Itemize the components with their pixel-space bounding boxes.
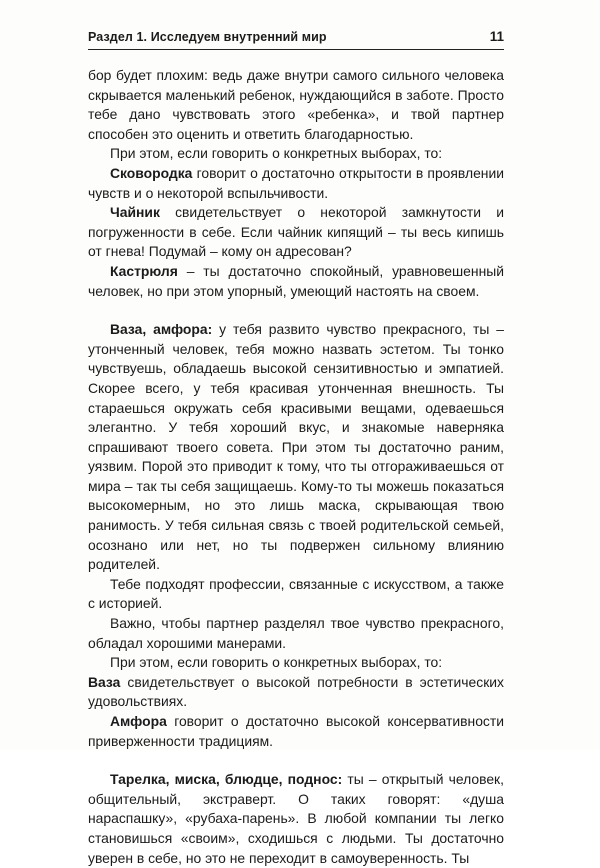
term-amfora: Амфора bbox=[110, 713, 167, 729]
paragraph-text: При этом, если говорить о конкретных выборах, то: bbox=[110, 654, 443, 671]
paragraph-text: Важно, чтобы партнер разделял твое чувство прекрасного, обладал хорошими манерами. bbox=[88, 615, 504, 651]
term-chainik: Чайник bbox=[110, 204, 160, 221]
page-header bbox=[88, 20, 504, 50]
paragraph bbox=[88, 653, 504, 673]
paragraph-vaza bbox=[88, 673, 504, 712]
paragraph-text: свидетельствует о высокой потребности в эстетических удовольствиях. bbox=[88, 673, 504, 710]
paragraph bbox=[88, 614, 504, 653]
paragraph-text: ты – открытый человек, общительный, экстраверт. О таких говорят: «душа нараспашку», «рубаха-парень». В любой компании ты легко становишься «своим», сходишься с людьми. Ты достаточно уверен в себе, но это не переходит в самоуверенность. Ты bbox=[88, 771, 504, 866]
section-vaza-amfora bbox=[88, 320, 504, 575]
paragraph-text: Тебе подходят профессии, связанные с искусством, а также с историей. bbox=[88, 575, 504, 612]
paragraph-skovorodka bbox=[88, 164, 504, 203]
paragraph bbox=[88, 575, 504, 614]
paragraph-kastrulya bbox=[88, 262, 504, 301]
term-vaza-amfora: Ваза, амфора: bbox=[110, 321, 213, 338]
paragraph-text: свидетельствует о некоторой замкнутости и погруженности в себе. Если чайник кипящий – ты весь кипишь от гнева! Подумай – кому он адресован? bbox=[88, 204, 504, 260]
paragraph-text: говорит о достаточно высокой консервативности приверженности традициям. bbox=[88, 713, 504, 749]
paragraph-chainik bbox=[88, 203, 504, 262]
term-skovorodka: Сковородка bbox=[110, 164, 193, 181]
paragraph-text: у тебя развито чувство прекрасного, ты – утонченный человек, тебя можно назвать эстетом. Ты тонко чувствуешь, обладаешь высокой сензитивностью и эмпатией. Скорее всего, у тебя красивая утонченная внешность. Ты стараешься окружать себя красивыми вещами, одеваешься элегантно. У тебя хороший вкус, и знакомые наверняка спрашивают твоего совета. При этом ты достаточно раним, уязвим. Порой это приводит к тому, что ты отгораживаешься от мира – так ты себя защищаешь. Кому-то ты можешь показаться высокомерным, но это лишь маска, скрывающая твою ранимость. У тебя сильная связь с твоей родительской семьей, осознано или нет, но ты подвержен сильному влиянию родителей. bbox=[88, 321, 505, 573]
paragraph-continued bbox=[88, 66, 504, 144]
page-body bbox=[88, 66, 504, 868]
term-vaza: Ваза bbox=[88, 673, 121, 690]
paragraph-text: – ты достаточно спокойный, уравновешенный человек, но при этом упорный, умеющий настоять на своем. bbox=[88, 262, 504, 299]
paragraph-text: При этом, если говорить о конкретных выборах, то: bbox=[110, 145, 443, 162]
term-tarelka: Тарелка, миска, блюдце, поднос: bbox=[110, 771, 343, 788]
paragraph-amfora bbox=[88, 712, 504, 751]
page-number: 11 bbox=[489, 29, 504, 44]
paragraph bbox=[88, 144, 504, 164]
paragraph-text: говорит о достаточно открытости в проявлении чувств и о некоторой вспыльчивости. bbox=[88, 164, 504, 201]
section-tarelka bbox=[88, 770, 504, 868]
paragraph-text: бор будет плохим: ведь даже внутри самого сильного человека скрывается маленький ребенок, нуждающийся в заботе. Просто тебе дано чувствовать этого «ребенка», и твой партнер способен это оценить и ответить благодарностью. bbox=[88, 67, 504, 142]
running-head: Раздел 1. Исследуем внутренний мир bbox=[88, 30, 327, 44]
term-kastrulya: Кастрюля bbox=[110, 262, 178, 279]
